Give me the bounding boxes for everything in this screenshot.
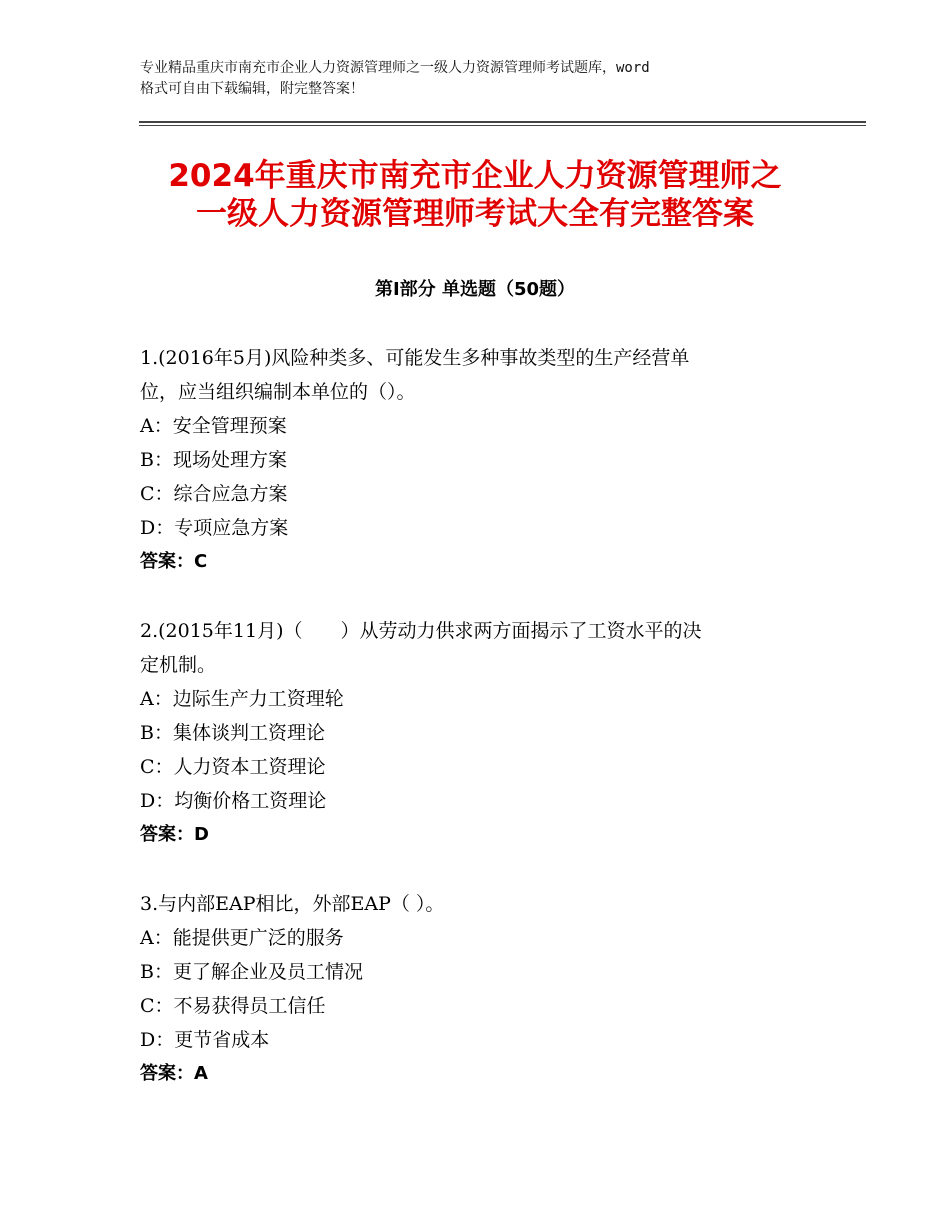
question-item <box>140 341 840 579</box>
header-note-line: 专业精品重庆市南充市企业人力资源管理师之一级人力资源管理师考试题库，word <box>140 60 650 76</box>
question-stem: 1.(2016年5月)风险种类多、可能发生多种事故类型的生产经营单 <box>140 347 690 369</box>
question-stem: 位，应当组织编制本单位的（）。 <box>140 381 416 403</box>
question-stem: 3.与内部EAP相比，外部EAP（ ）。 <box>140 893 445 915</box>
header-divider <box>139 121 866 123</box>
document-title <box>60 157 890 233</box>
option-a: A：能提供更广泛的服务 <box>140 927 344 949</box>
option-b: B：现场处理方案 <box>140 449 287 471</box>
question-stem: 2.(2015年11月)（ ）从劳动力供求两方面揭示了工资水平的决 <box>140 620 702 642</box>
option-c: C：综合应急方案 <box>140 483 288 505</box>
answer-text: 答案：C <box>140 551 208 572</box>
option-d: D：专项应急方案 <box>140 517 289 539</box>
header-note-line: 格式可自由下载编辑，附完整答案！ <box>140 81 364 97</box>
option-c: C：不易获得员工信任 <box>140 995 326 1017</box>
section-title: 第Ⅰ部分 单选题（50题） <box>374 279 575 300</box>
question-item <box>140 614 840 852</box>
option-c: C：人力资本工资理论 <box>140 756 326 778</box>
option-d: D：更节省成本 <box>140 1029 270 1051</box>
answer-text: 答案：A <box>140 1063 208 1084</box>
header-divider <box>139 125 866 126</box>
option-d: D：均衡价格工资理论 <box>140 790 327 812</box>
option-a: A：边际生产力工资理轮 <box>140 688 344 710</box>
document-title-line: 2024年重庆市南充市企业人力资源管理师之 <box>168 158 782 194</box>
option-b: B：更了解企业及员工情况 <box>140 961 363 983</box>
answer-text: 答案：D <box>140 824 209 845</box>
header-note <box>140 58 840 100</box>
option-a: A：安全管理预案 <box>140 415 287 437</box>
question-item <box>140 887 840 1091</box>
option-b: B：集体谈判工资理论 <box>140 722 325 744</box>
question-stem: 定机制。 <box>140 654 217 676</box>
document-title-line: 一级人力资源管理师考试大全有完整答案 <box>196 196 754 232</box>
